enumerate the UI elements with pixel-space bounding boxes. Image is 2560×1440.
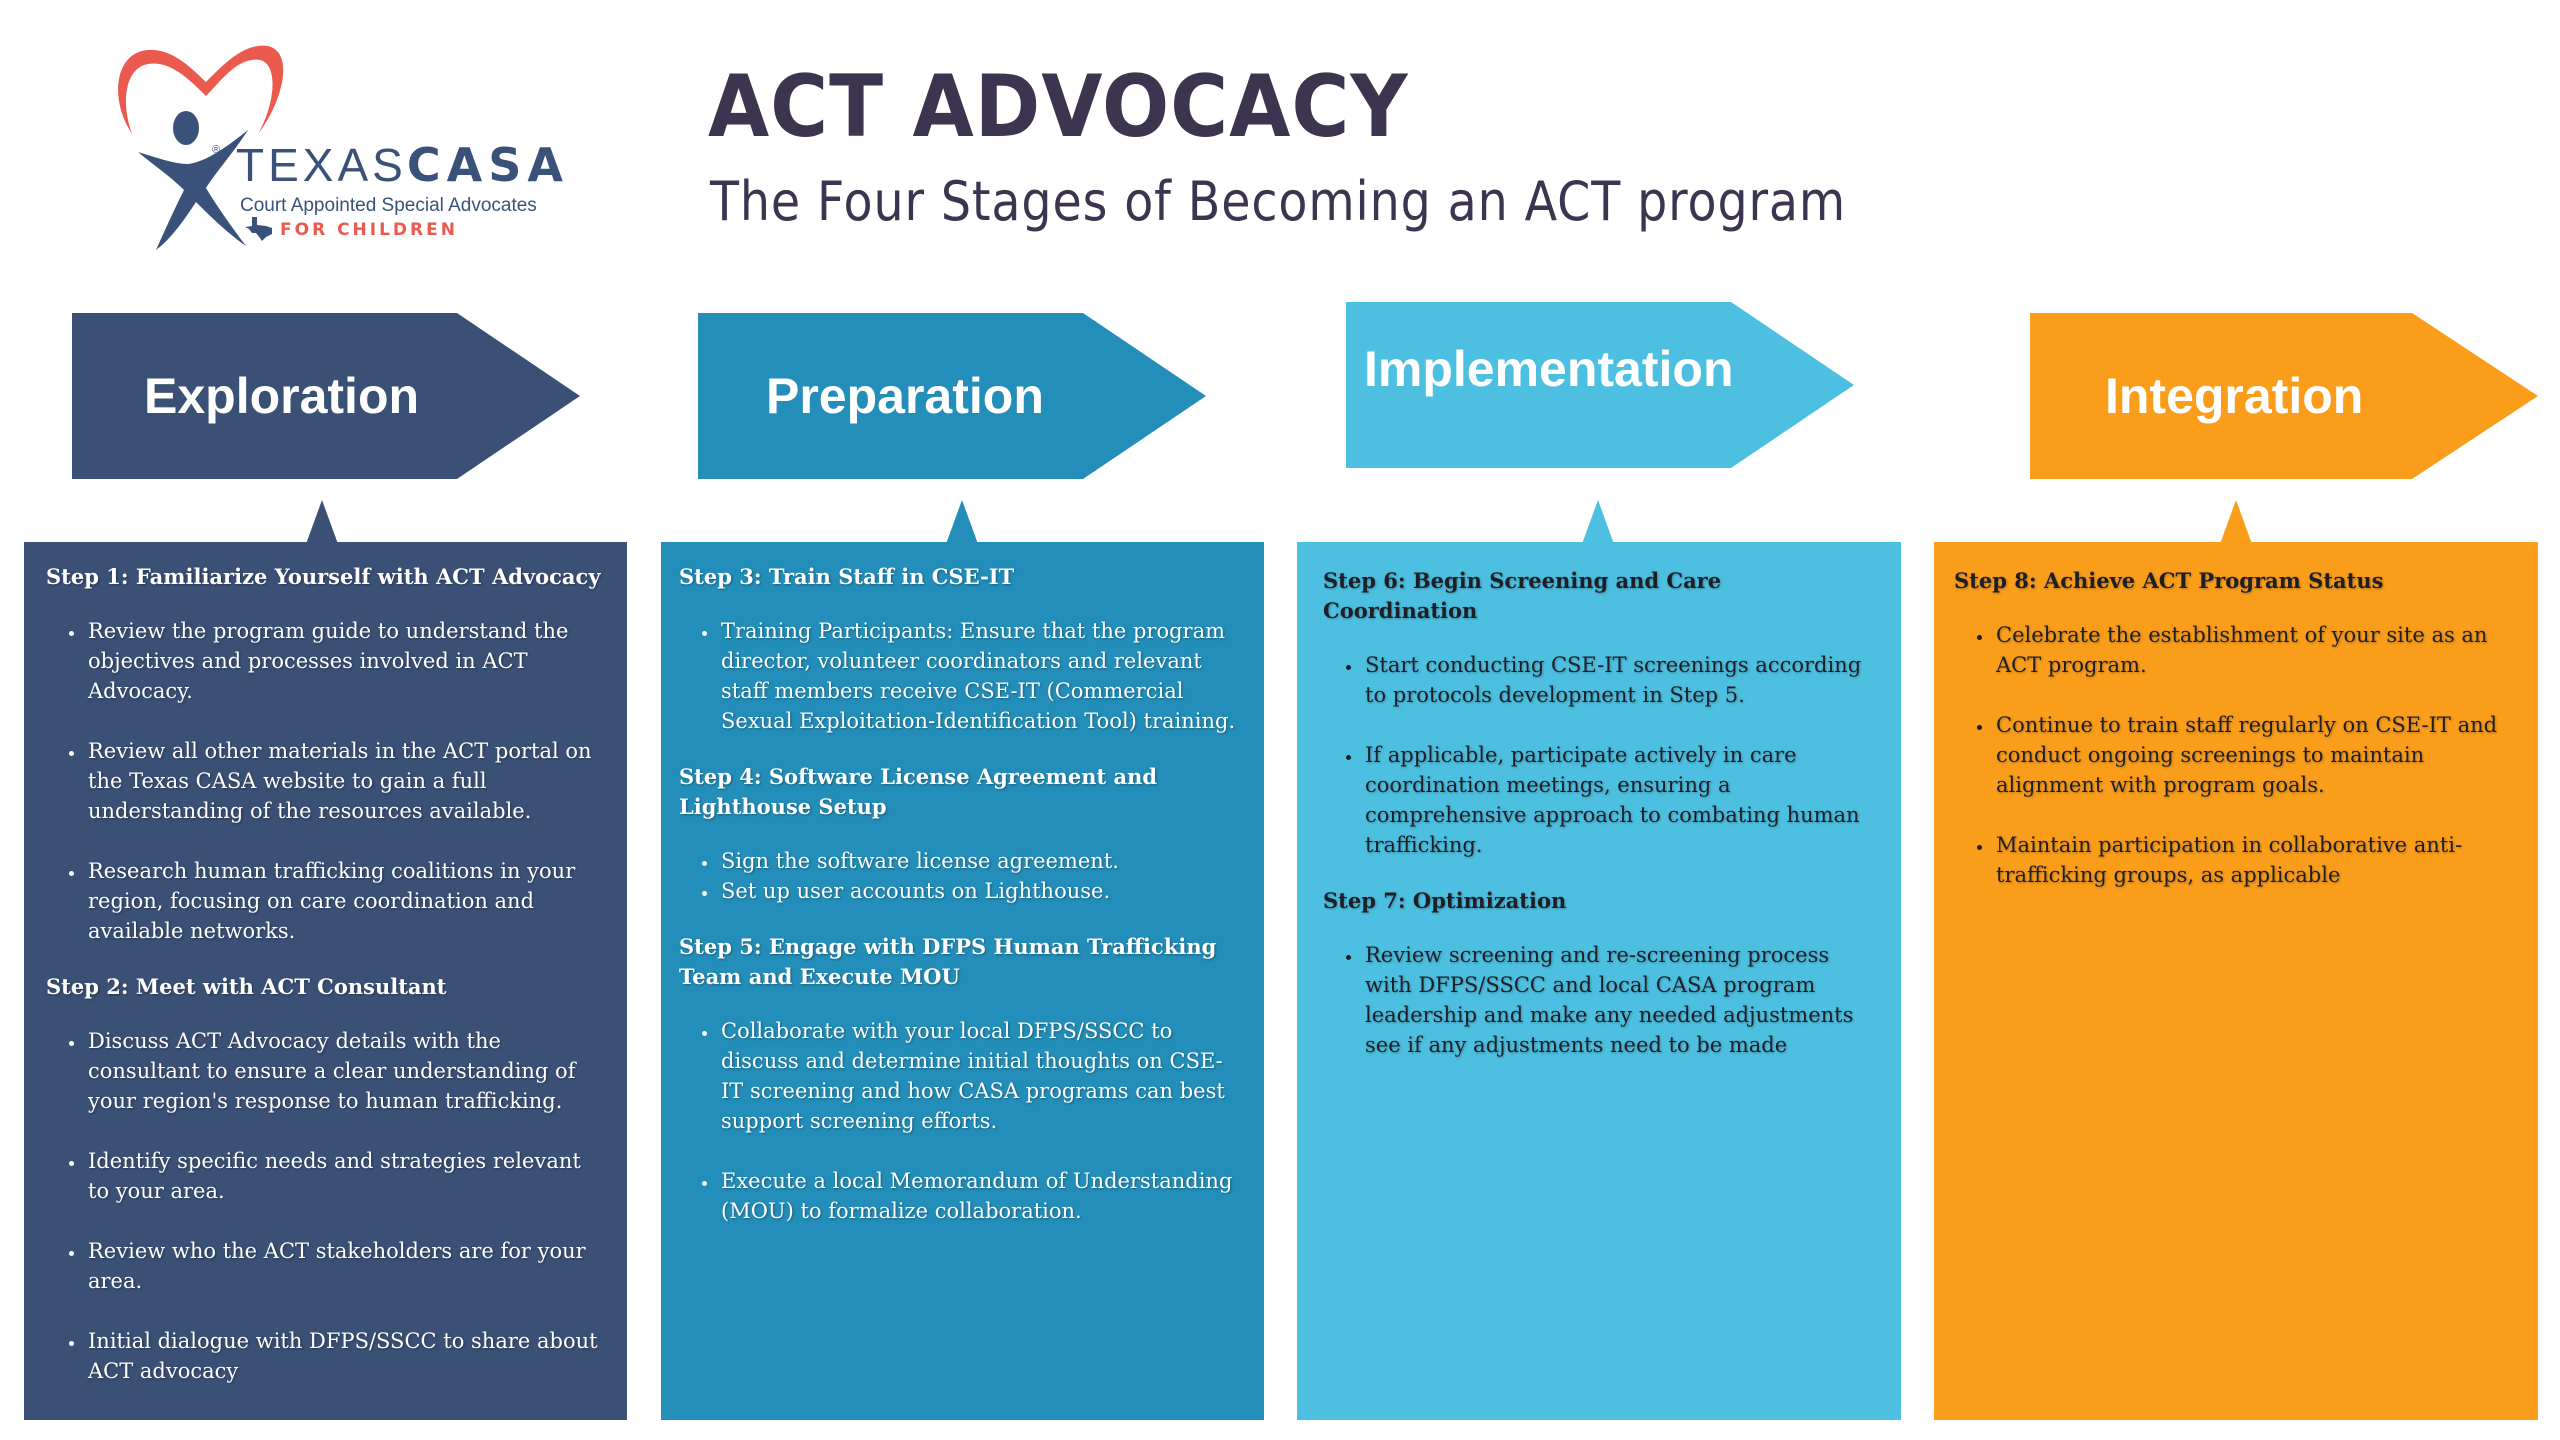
step-heading: Step 6: Begin Screening and Care Coordination bbox=[1323, 568, 1722, 623]
stage-panel-integration bbox=[1934, 542, 2538, 1420]
list-item: • Start conducting CSE-IT screenings according to protocols development in Step 5. bbox=[1363, 650, 1879, 710]
list-item: • Maintain participation in collaborative anti-trafficking groups, as applicable bbox=[1994, 830, 2516, 890]
page-subtitle: The Four Stages of Becoming an ACT program bbox=[710, 170, 1847, 233]
list-item: • If applicable, participate actively in care coordination meetings, ensuring a comprehensive approach to combating human trafficking. bbox=[1363, 740, 1879, 860]
list-item: • Review the program guide to understand the objectives and processes involved in ACT Advocacy. bbox=[86, 616, 605, 706]
connector-pointer-icon bbox=[2214, 500, 2258, 544]
list-item: • Training Participants: Ensure that the program director, volunteer coordinators and relevant staff members receive CSE-IT (Commercial Sexual Exploitation-Identification Tool) training. bbox=[719, 616, 1242, 736]
stage-label-exploration: Exploration bbox=[144, 368, 420, 424]
stage-arrow-preparation bbox=[698, 313, 1208, 479]
stage-label-integration: Integration bbox=[2105, 368, 2364, 424]
step-bullet-list bbox=[679, 1016, 1242, 1226]
step-heading: Step 4: Software License Agreement and Lighthouse Setup bbox=[679, 764, 1158, 819]
step-bullet-list bbox=[46, 1026, 605, 1386]
list-item: • Celebrate the establishment of your site as an ACT program. bbox=[1994, 620, 2516, 680]
list-item: • Set up user accounts on Lighthouse. bbox=[719, 876, 1242, 906]
step-heading: Step 3: Train Staff in CSE-IT bbox=[679, 564, 1015, 589]
stage-panel-preparation bbox=[661, 542, 1264, 1420]
step-bullet-list bbox=[1323, 650, 1879, 860]
registered-mark: ® bbox=[212, 144, 221, 156]
stage-label-implementation: Implementation bbox=[1364, 341, 1734, 397]
connector-pointer-icon bbox=[300, 500, 344, 544]
page-title: ACT ADVOCACY bbox=[708, 57, 1409, 157]
step-heading: Step 2: Meet with ACT Consultant bbox=[46, 974, 447, 999]
list-item: • Review all other materials in the ACT portal on the Texas CASA website to gain a full understanding of the resources available. bbox=[86, 736, 605, 826]
connector-pointer-icon bbox=[1576, 500, 1620, 544]
logo-wordmark bbox=[236, 138, 569, 192]
logo-wordmark-casa: CASA bbox=[406, 138, 569, 192]
list-item: • Review who the ACT stakeholders are for your area. bbox=[86, 1236, 605, 1296]
connector-pointer-icon bbox=[940, 500, 984, 544]
step-bullet-list bbox=[46, 616, 605, 946]
list-item: • Identify specific needs and strategies relevant to your area. bbox=[86, 1146, 605, 1206]
step-bullet-list bbox=[679, 846, 1242, 906]
step-heading: Step 7: Optimization bbox=[1323, 888, 1567, 913]
list-item: • Research human trafficking coalitions in your region, focusing on care coordination and available networks. bbox=[86, 856, 605, 946]
step-bullet-list bbox=[679, 616, 1242, 736]
stage-panel-exploration bbox=[24, 542, 627, 1420]
step-heading: Step 1: Familiarize Yourself with ACT Advocacy bbox=[46, 564, 601, 589]
list-item: • Discuss ACT Advocacy details with the consultant to ensure a clear understanding of your region's response to human trafficking. bbox=[86, 1026, 605, 1116]
texas-state-icon bbox=[244, 216, 274, 242]
step-heading: Step 5: Engage with DFPS Human Trafficking Team and Execute MOU bbox=[679, 934, 1217, 989]
stage-label-preparation: Preparation bbox=[766, 368, 1044, 424]
list-item: • Continue to train staff regularly on CSE-IT and conduct ongoing screenings to maintain alignment with program goals. bbox=[1994, 710, 2516, 800]
logo-subline: FOR CHILDREN bbox=[280, 220, 458, 240]
list-item: • Execute a local Memorandum of Understanding (MOU) to formalize collaboration. bbox=[719, 1166, 1242, 1226]
list-item: • Initial dialogue with DFPS/SSCC to share about ACT advocacy bbox=[86, 1326, 605, 1386]
step-heading: Step 8: Achieve ACT Program Status bbox=[1954, 568, 2384, 593]
list-item: • Collaborate with your local DFPS/SSCC to discuss and determine initial thoughts on CSE-IT screening and how CASA programs can best support screening efforts. bbox=[719, 1016, 1242, 1136]
step-bullet-list bbox=[1323, 940, 1879, 1060]
stage-arrow-integration bbox=[2030, 313, 2540, 479]
list-item: • Sign the software license agreement. bbox=[719, 846, 1242, 876]
stage-panel-implementation bbox=[1297, 542, 1901, 1420]
logo-tagline: Court Appointed Special Advocates bbox=[240, 195, 537, 216]
texas-casa-logo bbox=[108, 42, 588, 252]
stage-arrow-exploration bbox=[72, 313, 582, 479]
list-item: • Review screening and re-screening process with DFPS/SSCC and local CASA program leadership and make any needed adjustments see if any adjustments need to be made bbox=[1363, 940, 1879, 1060]
stage-arrow-implementation bbox=[1346, 302, 1856, 468]
step-bullet-list bbox=[1954, 620, 2516, 890]
logo-wordmark-texas: TEXAS bbox=[236, 139, 407, 191]
